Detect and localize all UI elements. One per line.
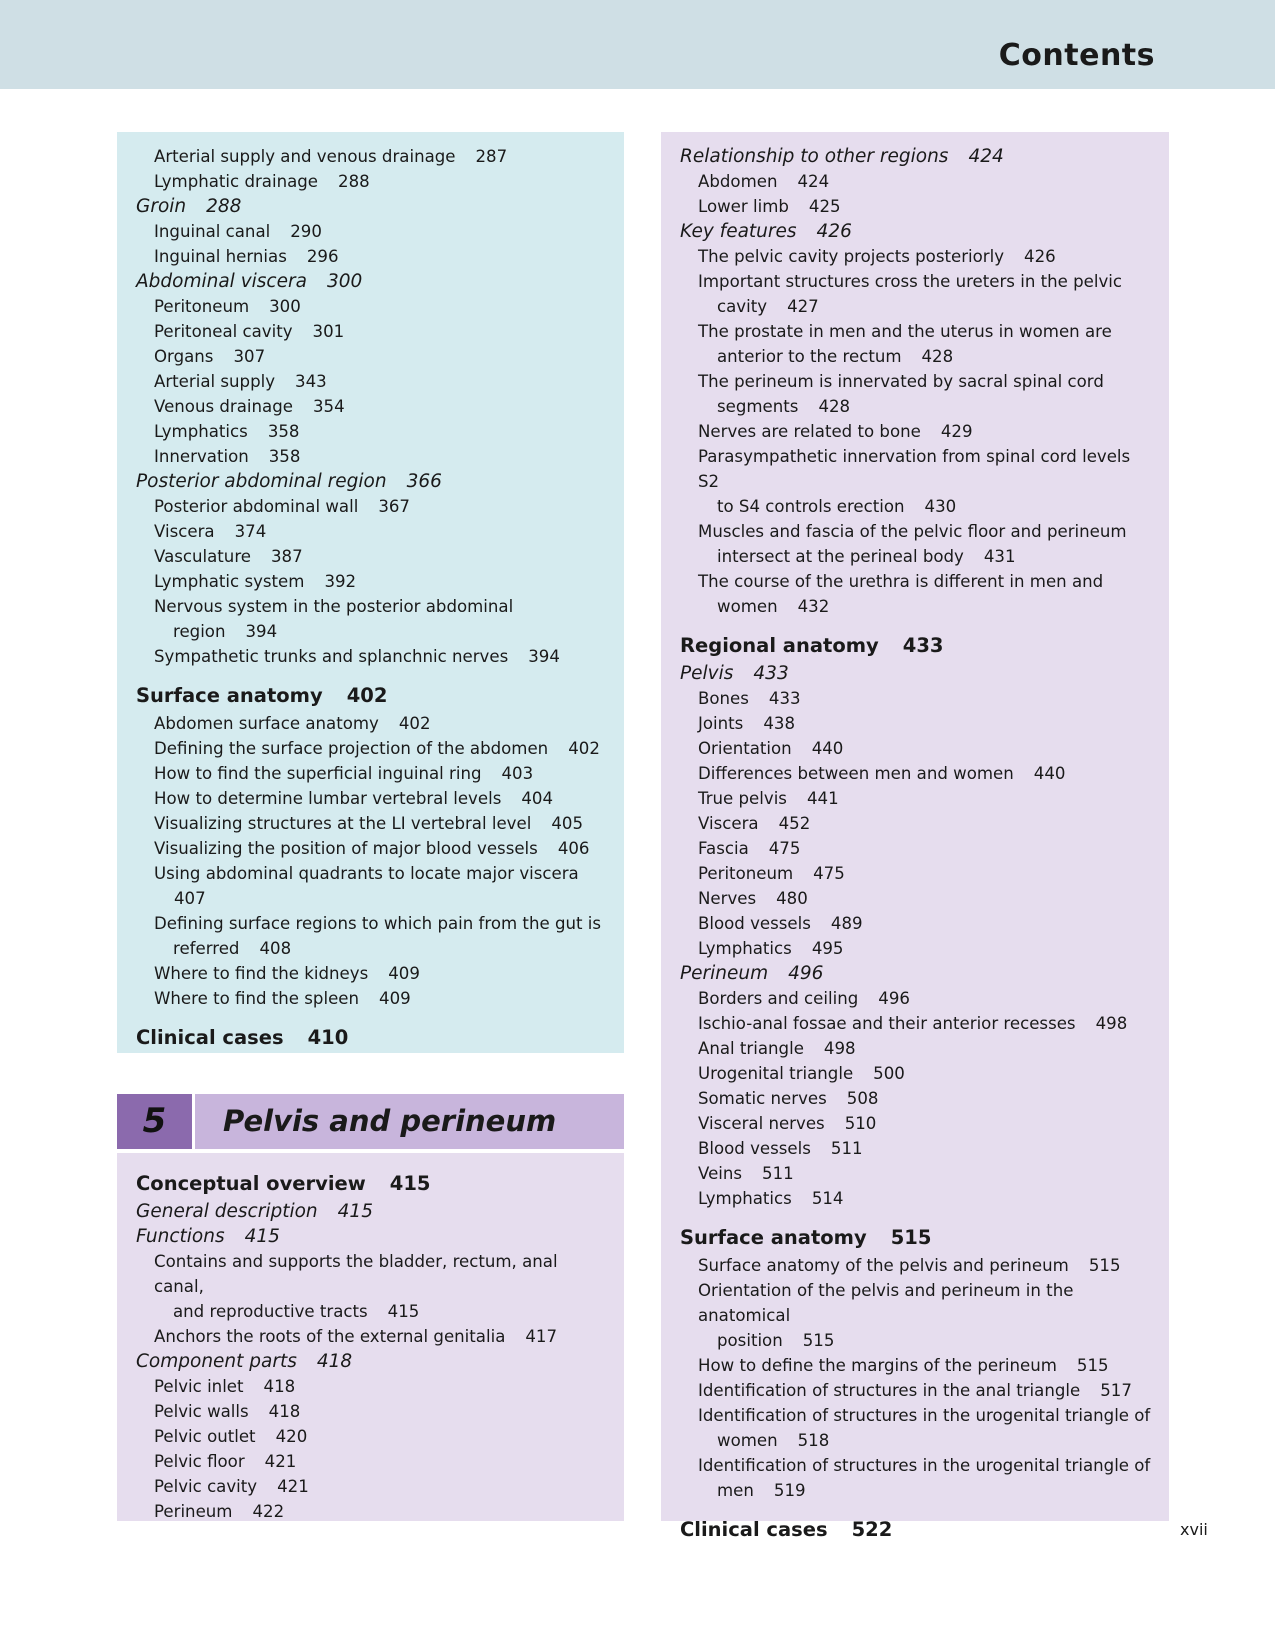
toc-entry-title: The prostate in men and the uterus in women are (698, 322, 1112, 341)
toc-entry[interactable] (661, 861, 1169, 886)
toc-entry-title: Surface anatomy (136, 684, 323, 707)
toc-entry[interactable] (661, 169, 1169, 194)
toc-entry-title: Inguinal canal (154, 222, 271, 241)
toc-page-number: 300 (269, 297, 301, 316)
toc-entry-title: Nerves (698, 889, 757, 908)
chapter-number: 5 (117, 1094, 192, 1149)
toc-page-number: 392 (324, 572, 357, 591)
toc-entry-title-continued (698, 294, 1151, 319)
toc-subsection[interactable] (117, 1349, 624, 1374)
toc-entry-title: Lower limb (698, 197, 789, 216)
toc-page-number: 480 (776, 889, 808, 908)
toc-entry-title-continuation: women (717, 1431, 778, 1450)
toc-page-number: 433 (768, 689, 801, 708)
toc-entry-title-continued (698, 1328, 1151, 1353)
toc-page-number: 403 (501, 764, 534, 783)
toc-page-number: 402 (346, 684, 388, 707)
toc-entry-title: Abdominal viscera (136, 271, 307, 292)
toc-entry-title: Peritoneum (698, 864, 794, 883)
toc-entry-title-continued (698, 344, 1151, 369)
toc-entry-title: Relationship to other regions (680, 146, 949, 167)
toc-page-number: 421 (277, 1477, 309, 1496)
toc-entry[interactable] (117, 319, 624, 344)
toc-entry-title-continued (154, 936, 606, 961)
toc-entry[interactable] (661, 194, 1169, 219)
toc-entry-title: Peritoneum (154, 297, 250, 316)
toc-page-number: 511 (830, 1139, 863, 1158)
toc-page-number: 498 (1095, 1014, 1128, 1033)
toc-entry-title-continued (698, 1478, 1151, 1503)
toc-entry[interactable] (117, 369, 624, 394)
toc-page-number: 522 (851, 1518, 893, 1541)
toc-entry[interactable] (661, 1353, 1169, 1378)
toc-entry-title: Important structures cross the ureters in the pelvic (698, 272, 1123, 291)
toc-page-number: 394 (528, 647, 560, 666)
toc-page-number: 408 (259, 939, 292, 958)
toc-entry-title: Peritoneal cavity (154, 322, 293, 341)
toc-page-number: 428 (818, 397, 851, 416)
toc-entry-title-continuation: to S4 controls erection (717, 497, 905, 516)
toc-entry-title: The course of the urethra is different in men and (698, 572, 1104, 591)
toc-entry[interactable] (661, 686, 1169, 711)
toc-page-number: 404 (521, 789, 554, 808)
toc-entry-title: Differences between men and women (698, 764, 1014, 783)
toc-entry[interactable] (661, 1403, 1169, 1453)
toc-entry-title: The perineum is innervated by sacral spinal cord (698, 372, 1104, 391)
toc-page-number: 424 (968, 146, 1004, 167)
toc-page-number: 428 (921, 347, 954, 366)
toc-page-number: 427 (787, 297, 819, 316)
chapter-heading (117, 1094, 624, 1149)
toc-section-heading[interactable] (661, 1223, 1169, 1253)
toc-entry-title: Nervous system in the posterior abdominal (154, 597, 514, 616)
toc-page-number: 415 (337, 1201, 373, 1222)
toc-page-number: 415 (387, 1302, 420, 1321)
toc-entry[interactable] (661, 519, 1169, 569)
toc-entry-title: Lymphatic drainage (154, 172, 319, 191)
toc-entry[interactable] (117, 569, 624, 594)
toc-entry[interactable] (117, 419, 624, 444)
toc-page-number: 415 (389, 1172, 431, 1195)
toc-subsection[interactable] (117, 1224, 624, 1249)
toc-entry-title: Regional anatomy (680, 634, 879, 657)
toc-entry[interactable] (661, 1378, 1169, 1403)
toc-entry-title: Pelvis (680, 663, 734, 684)
toc-entry-title: Somatic nerves (698, 1089, 827, 1108)
toc-page-number: 518 (797, 1431, 830, 1450)
toc-entry-title: Pelvic walls (154, 1402, 249, 1421)
toc-page-number: 511 (762, 1164, 794, 1183)
toc-page-number: 500 (873, 1064, 905, 1083)
toc-entry-title: Anchors the roots of the external genitalia (154, 1327, 506, 1346)
toc-entry[interactable] (117, 961, 624, 986)
toc-page-number: 405 (551, 814, 584, 833)
toc-entry-title: Where to find the spleen (154, 989, 360, 1008)
toc-entry-title: Innervation (154, 447, 249, 466)
toc-entry-title: Orientation of the pelvis and perineum in the anatomical (698, 1281, 1074, 1325)
toc-entry-title-continuation: region (173, 622, 226, 641)
toc-entry[interactable] (117, 344, 624, 369)
toc-section-heading[interactable] (661, 631, 1169, 661)
toc-entry-title: Blood vessels (698, 1139, 811, 1158)
toc-page-number: 441 (806, 789, 839, 808)
toc-entry[interactable] (117, 1449, 624, 1474)
toc-page-number: 489 (830, 914, 863, 933)
toc-entry-title: Parasympathetic innervation from spinal cord levels S2 (698, 447, 1131, 491)
toc-entry[interactable] (117, 786, 624, 811)
toc-entry[interactable] (661, 811, 1169, 836)
toc-entry-title: Organs (154, 347, 214, 366)
toc-page-number: 496 (878, 989, 910, 1008)
toc-entry[interactable] (117, 219, 624, 244)
toc-page-number: 288 (338, 172, 370, 191)
toc-entry-title: Where to find the kidneys (154, 964, 369, 983)
toc-entry-title: Pelvic cavity (154, 1477, 258, 1496)
toc-entry-title-continuation: segments (717, 397, 799, 416)
toc-entry[interactable] (117, 1424, 624, 1449)
toc-entry-title: Urogenital triangle (698, 1064, 854, 1083)
toc-entry[interactable] (661, 244, 1169, 269)
toc-entry[interactable] (661, 1061, 1169, 1086)
toc-entry[interactable] (661, 886, 1169, 911)
toc-page-number: 424 (797, 172, 830, 191)
toc-entry-title: Arterial supply (154, 372, 276, 391)
toc-entry-title: Abdomen (698, 172, 778, 191)
toc-entry-title-continuation: cavity (717, 297, 768, 316)
toc-entry-title: True pelvis (698, 789, 787, 808)
toc-subsection[interactable] (661, 219, 1169, 244)
toc-page-number: 287 (475, 147, 508, 166)
toc-entry[interactable] (117, 811, 624, 836)
toc-entry-title-continuation: and reproductive tracts (173, 1302, 368, 1321)
toc-entry-title: Lymphatic system (154, 572, 305, 591)
toc-entry[interactable] (117, 1324, 624, 1349)
toc-entry-title: Surface anatomy of the pelvis and perineum (698, 1256, 1069, 1275)
toc-entry[interactable] (661, 269, 1169, 319)
toc-entry[interactable] (661, 986, 1169, 1011)
toc-entry[interactable] (117, 836, 624, 861)
toc-entry-title: Clinical cases (680, 1518, 828, 1541)
toc-section-heading[interactable] (661, 1515, 1169, 1545)
toc-page-number: 514 (811, 1189, 844, 1208)
toc-entry-title: Muscles and fascia of the pelvic floor and perineum (698, 522, 1127, 541)
toc-page-number: 440 (1033, 764, 1066, 783)
toc-subsection[interactable] (117, 1199, 624, 1224)
toc-page-number: 498 (823, 1039, 856, 1058)
toc-entry-title: The pelvic cavity projects posteriorly (698, 247, 1005, 266)
toc-page-number: 409 (388, 964, 420, 983)
toc-entry-title-continuation: men (717, 1481, 754, 1500)
toc-entry-title: Key features (680, 221, 797, 242)
toc-page-number: 433 (753, 663, 789, 684)
toc-page-number: 515 (802, 1331, 835, 1350)
toc-entry[interactable] (117, 986, 624, 1011)
toc-entry[interactable] (661, 369, 1169, 419)
toc-entry-title-continuation: women (717, 597, 778, 616)
toc-entry[interactable] (661, 1111, 1169, 1136)
toc-panel-pelvis-overview (117, 1153, 624, 1521)
toc-entry[interactable] (661, 911, 1169, 936)
toc-entry-title: How to find the superficial inguinal ring (154, 764, 482, 783)
toc-entry-title: Groin (136, 196, 187, 217)
toc-page-number: 431 (983, 547, 1016, 566)
toc-entry-title: Visceral nerves (698, 1114, 825, 1133)
toc-entry[interactable] (117, 1249, 624, 1324)
toc-page-number: 358 (268, 447, 301, 466)
toc-entry-title: Blood vessels (698, 914, 811, 933)
toc-entry[interactable] (117, 911, 624, 961)
toc-entry-title: General description (136, 1201, 318, 1222)
toc-page-number: 430 (924, 497, 957, 516)
toc-page-number: 290 (290, 222, 322, 241)
toc-entry[interactable] (117, 644, 624, 669)
toc-page-number: 343 (295, 372, 327, 391)
toc-entry[interactable] (117, 244, 624, 269)
toc-page-number: 508 (846, 1089, 879, 1108)
toc-entry-title: Posterior abdominal region (136, 471, 387, 492)
toc-entry[interactable] (117, 1399, 624, 1424)
toc-entry-title-continued (698, 394, 1151, 419)
toc-entry-title-continuation: anterior to the rectum (717, 347, 902, 366)
toc-page-number: 421 (264, 1452, 297, 1471)
toc-entry-title: Lymphatics (154, 422, 248, 441)
toc-page-number: 300 (326, 271, 363, 292)
toc-entry-title-continued (698, 544, 1151, 569)
toc-subsection[interactable] (117, 194, 624, 219)
toc-subsection[interactable] (661, 661, 1169, 686)
toc-entry-title: Sympathetic trunks and splanchnic nerves (154, 647, 509, 666)
toc-entry-title: Component parts (136, 1351, 297, 1372)
toc-entry[interactable] (117, 594, 624, 644)
toc-entry[interactable] (661, 736, 1169, 761)
toc-entry-title: Ischio-anal fossae and their anterior recesses (698, 1014, 1076, 1033)
toc-entry-title: Defining surface regions to which pain from the gut is (154, 914, 602, 933)
toc-entry[interactable] (661, 711, 1169, 736)
toc-entry-title: Perineum (680, 963, 769, 984)
toc-entry[interactable] (117, 519, 624, 544)
toc-subsection[interactable] (117, 469, 624, 494)
toc-entry-title: Visualizing the position of major blood vessels (154, 839, 538, 858)
toc-entry-title: Inguinal hernias (154, 247, 287, 266)
toc-page-number: 366 (406, 471, 442, 492)
toc-entry-title: Using abdominal quadrants to locate major viscera (154, 864, 579, 883)
toc-entry-title: Viscera (154, 522, 215, 541)
toc-entry[interactable] (117, 169, 624, 194)
toc-page-number: 374 (234, 522, 267, 541)
toc-page-number: 517 (1100, 1381, 1132, 1400)
toc-entry[interactable] (117, 444, 624, 469)
toc-page-number: 417 (525, 1327, 558, 1346)
toc-page-number: 515 (890, 1226, 932, 1249)
toc-page-number: 418 (268, 1402, 301, 1421)
toc-entry[interactable] (661, 1086, 1169, 1111)
toc-entry-title: Vasculature (154, 547, 251, 566)
toc-page-number: 407 (174, 889, 206, 908)
toc-entry-title: Identification of structures in the urogenital triangle of (698, 1456, 1151, 1475)
toc-entry[interactable] (661, 444, 1169, 519)
toc-entry-title: How to define the margins of the perineum (698, 1356, 1057, 1375)
toc-page-number: 387 (271, 547, 303, 566)
toc-entry[interactable] (661, 1036, 1169, 1061)
toc-entry-title-continuation: intersect at the perineal body (717, 547, 964, 566)
toc-page-number: 426 (1024, 247, 1056, 266)
toc-page-number: 402 (568, 739, 600, 758)
toc-page-number: 515 (1076, 1356, 1109, 1375)
toc-page-number: 410 (307, 1026, 349, 1049)
toc-entry[interactable] (117, 544, 624, 569)
chapter-title: Pelvis and perineum (195, 1094, 624, 1149)
toc-page-number: 515 (1088, 1256, 1121, 1275)
toc-section-heading[interactable] (117, 1169, 624, 1199)
toc-entry-title: Contains and supports the bladder, rectum, anal canal, (154, 1252, 558, 1296)
toc-subsection[interactable] (661, 961, 1169, 986)
toc-entry-title: Nerves are related to bone (698, 422, 921, 441)
toc-entry-title: Identification of structures in the anal triangle (698, 1381, 1081, 1400)
toc-page-number: 452 (778, 814, 811, 833)
toc-page-number: 406 (557, 839, 590, 858)
toc-entry-title-continued (154, 619, 606, 644)
toc-entry[interactable] (661, 419, 1169, 444)
toc-page-number: 510 (844, 1114, 877, 1133)
toc-page-number: 358 (267, 422, 300, 441)
toc-entry-title: Posterior abdominal wall (154, 497, 359, 516)
toc-page-number: 420 (275, 1427, 308, 1446)
toc-entry-title: Defining the surface projection of the abdomen (154, 739, 549, 758)
toc-entry[interactable] (117, 394, 624, 419)
toc-section-heading[interactable] (117, 1023, 624, 1053)
toc-entry[interactable] (661, 1136, 1169, 1161)
toc-entry-title-continuation: referred (173, 939, 240, 958)
toc-panel-abdomen (117, 132, 624, 1053)
toc-page-number: 307 (233, 347, 266, 366)
toc-page-number: 418 (316, 1351, 353, 1372)
toc-page-number: 438 (763, 714, 796, 733)
toc-entry[interactable] (661, 936, 1169, 961)
toc-subsection[interactable] (661, 144, 1169, 169)
toc-page-number: 422 (252, 1502, 285, 1521)
toc-entry-title: Clinical cases (136, 1026, 284, 1049)
toc-entry[interactable] (661, 1453, 1169, 1503)
toc-entry[interactable] (117, 761, 624, 786)
toc-entry-title-continued (698, 594, 1151, 619)
toc-page-number: 296 (306, 247, 339, 266)
toc-entry-title: Perineum (154, 1502, 233, 1521)
toc-page-number: 402 (398, 714, 431, 733)
toc-entry[interactable] (661, 786, 1169, 811)
toc-entry-title: Visualizing structures at the LI vertebral level (154, 814, 532, 833)
toc-entry-title: Lymphatics (698, 939, 792, 958)
toc-entry-title: How to determine lumbar vertebral levels (154, 789, 502, 808)
toc-entry-title-continued (154, 1299, 606, 1324)
toc-page-number: 367 (378, 497, 410, 516)
toc-page-number: 429 (940, 422, 973, 441)
toc-page-number: 288 (206, 196, 242, 217)
toc-entry-title: Conceptual overview (136, 1172, 366, 1195)
toc-entry[interactable] (661, 1161, 1169, 1186)
toc-page-number: 495 (811, 939, 844, 958)
page-title: Contents (998, 38, 1155, 73)
toc-page-number: 415 (244, 1226, 280, 1247)
toc-entry[interactable] (661, 761, 1169, 786)
toc-entry-title: Anal triangle (698, 1039, 804, 1058)
toc-entry[interactable] (661, 1253, 1169, 1278)
toc-entry-title-continued (698, 1428, 1151, 1453)
toc-entry-title: Bones (698, 689, 749, 708)
toc-page-number: 425 (808, 197, 841, 216)
toc-page-number: 418 (263, 1377, 296, 1396)
toc-page-number: 440 (811, 739, 844, 758)
toc-page-number: 433 (902, 634, 944, 657)
toc-entry-title: Surface anatomy (680, 1226, 867, 1249)
toc-section-heading[interactable] (117, 681, 624, 711)
toc-entry[interactable] (117, 711, 624, 736)
toc-page-number: 519 (773, 1481, 806, 1500)
toc-entry[interactable] (661, 1278, 1169, 1353)
toc-entry-title: Pelvic floor (154, 1452, 245, 1471)
toc-entry-title: Orientation (698, 739, 792, 758)
toc-entry-title-continued (698, 494, 1151, 519)
toc-page-number: 409 (379, 989, 411, 1008)
toc-entry[interactable] (661, 319, 1169, 369)
toc-entry[interactable] (117, 1374, 624, 1399)
toc-entry-title: Arterial supply and venous drainage (154, 147, 456, 166)
toc-entry[interactable] (117, 861, 624, 911)
toc-entry[interactable] (117, 736, 624, 761)
toc-entry[interactable] (117, 1499, 624, 1524)
toc-page-number: 496 (788, 963, 824, 984)
toc-entry-title: Lymphatics (698, 1189, 792, 1208)
toc-page-number: 475 (768, 839, 801, 858)
toc-entry-title: Pelvic inlet (154, 1377, 244, 1396)
toc-entry[interactable] (661, 1186, 1169, 1211)
toc-entry[interactable] (117, 294, 624, 319)
toc-entry-title: Viscera (698, 814, 759, 833)
toc-page-number: 432 (797, 597, 830, 616)
toc-entry[interactable] (117, 144, 624, 169)
toc-entry-title-continuation: position (717, 1331, 783, 1350)
toc-entry-title: Functions (136, 1226, 225, 1247)
toc-entry[interactable] (117, 494, 624, 519)
toc-entry-title: Pelvic outlet (154, 1427, 256, 1446)
toc-panel-pelvis-regional (661, 132, 1169, 1541)
toc-entry-title: Fascia (698, 839, 749, 858)
toc-page-number: 394 (245, 622, 278, 641)
toc-entry-title: Joints (698, 714, 744, 733)
toc-entry[interactable] (661, 569, 1169, 619)
toc-entry[interactable] (661, 1011, 1169, 1036)
page-number: xvii (1180, 1520, 1208, 1539)
toc-page-number: 354 (312, 397, 345, 416)
toc-page-number: 426 (816, 221, 852, 242)
toc-entry-title: Veins (698, 1164, 743, 1183)
toc-subsection[interactable] (117, 269, 624, 294)
toc-entry-title: Borders and ceiling (698, 989, 859, 1008)
toc-entry-title: Identification of structures in the urogenital triangle of (698, 1406, 1151, 1425)
toc-page-number: 475 (813, 864, 845, 883)
toc-entry[interactable] (117, 1474, 624, 1499)
header-bar (0, 0, 1275, 89)
toc-page-number: 301 (312, 322, 345, 341)
toc-entry-title: Abdomen surface anatomy (154, 714, 379, 733)
toc-entry-title: Venous drainage (154, 397, 293, 416)
toc-entry[interactable] (661, 836, 1169, 861)
